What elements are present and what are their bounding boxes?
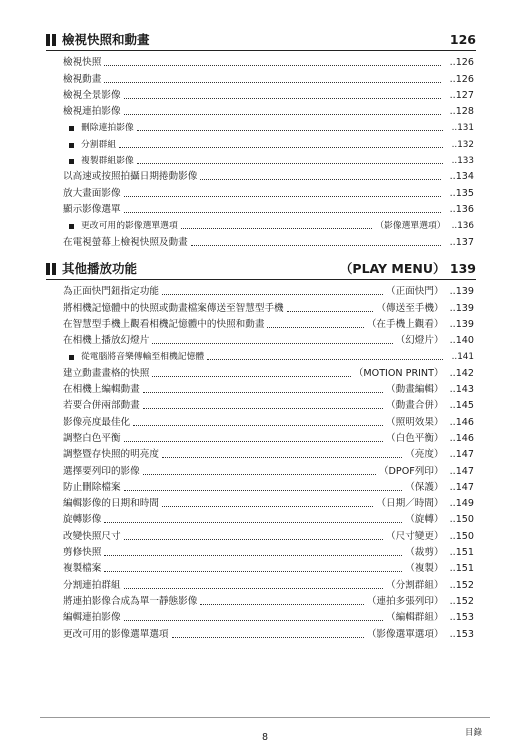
footer-divider (40, 717, 490, 718)
dot-leader (207, 359, 442, 360)
toc-entry-menu-ref: （傳送至手機） (376, 302, 444, 314)
toc-entry-page: .. 152 (450, 580, 474, 592)
toc-list-section2 (63, 282, 474, 641)
toc-entry-page: .. 151 (450, 547, 474, 559)
toc-entry-page: .. 151 (450, 563, 474, 575)
toc-entry[interactable] (63, 200, 474, 216)
dot-leader (124, 588, 383, 589)
toc-entry-menu-ref: （連拍多張列印） (366, 595, 444, 607)
toc-entry[interactable] (63, 526, 474, 542)
dot-leader (181, 228, 372, 229)
section-header-view (46, 32, 476, 51)
dot-leader (162, 506, 373, 507)
toc-entry-menu-ref: （裁剪） (405, 547, 444, 559)
toc-entry-title: 選擇要列印的影像 (63, 465, 140, 477)
toc-entry-page: .. 128 (450, 106, 474, 118)
toc-entry-title: 以高速或按照拍攝日期捲動影像 (63, 171, 198, 183)
toc-entry-page: .. 153 (450, 629, 474, 641)
section-menu-and-page: （PLAY MENU） 139 (339, 261, 476, 276)
square-bullet-icon (69, 143, 74, 148)
toc-entry-title: 更改可用的影像選單選項 (63, 628, 169, 640)
toc-entry-title: 旋轉影像 (63, 514, 102, 526)
toc-entry-menu-ref: （影像選單選項） (366, 628, 444, 640)
toc-entry-page: .. 140 (450, 335, 474, 347)
toc-entry-page: .. 146 (450, 417, 474, 429)
dot-leader (200, 179, 440, 180)
toc-entry-page: .. 135 (450, 188, 474, 200)
toc-entry-menu-ref: （尺寸變更） (386, 530, 444, 542)
toc-entry-page: .. 134 (450, 171, 474, 183)
toc-entry-page: .. 150 (450, 514, 474, 526)
toc-entry-menu-ref: （白色平衡） (386, 432, 444, 444)
toc-entry-title: 將連拍影像合成為單一靜態影像 (63, 595, 198, 607)
toc-entry-title: 防止刪除檔案 (63, 481, 121, 493)
toc-entry[interactable] (63, 53, 474, 69)
toc-entry-menu-ref: （旋轉） (405, 514, 444, 526)
toc-entry-page: .. 146 (450, 433, 474, 445)
square-bullet-icon (69, 159, 74, 164)
toc-entry-title: 檢視連拍影像 (63, 106, 121, 118)
toc-entry[interactable] (63, 445, 474, 461)
toc-entry-menu-ref: （正面快門） (386, 286, 444, 298)
dot-leader (124, 441, 383, 442)
section-page-number: 126 (449, 32, 476, 47)
toc-entry-title: 從電腦將音樂傳輸至相機記憶體 (81, 352, 205, 363)
toc-entry-menu-ref: （照明效果） (386, 416, 444, 428)
toc-entry[interactable] (63, 86, 474, 102)
footer-page-number: 8 (261, 732, 269, 743)
toc-entry-title: 將相機記憶體中的快照或動畫檔案傳送至智慧型手機 (63, 302, 284, 314)
toc-entry-page: .. 126 (450, 57, 474, 69)
toc-entry[interactable] (63, 232, 474, 248)
dot-leader (152, 376, 350, 377)
toc-entry-page: .. 145 (450, 400, 474, 412)
dot-leader (124, 196, 441, 197)
toc-entry-page: .. 133 (452, 155, 474, 167)
toc-entry[interactable] (63, 396, 474, 412)
dot-leader (104, 555, 402, 556)
toc-entry-title: 分割連拍群組 (63, 579, 121, 591)
toc-entry-title: 改變快照尺寸 (63, 530, 121, 542)
square-bullet-icon (69, 224, 74, 229)
toc-entry-title: 剪修快照 (63, 547, 102, 559)
toc-entry-menu-ref: （動畫編輯） (386, 384, 444, 396)
toc-entry[interactable] (63, 167, 474, 183)
toc-entry[interactable] (63, 608, 474, 624)
toc-entry[interactable] (63, 429, 474, 445)
toc-entry[interactable] (63, 510, 474, 526)
toc-entry-menu-ref: （在手機上觀看） (366, 318, 444, 330)
dot-leader (267, 327, 363, 328)
toc-entry[interactable] (63, 331, 474, 347)
toc-entry-title: 更改可用的影像選單選項 (81, 221, 178, 232)
toc-entry-title: 在相機上播放幻燈片 (63, 335, 150, 347)
toc-entry-page: .. 126 (450, 74, 474, 86)
toc-entry[interactable] (63, 183, 474, 199)
toc-entry-title: 檢視全景影像 (63, 89, 121, 101)
toc-entry-page: .. 152 (450, 596, 474, 608)
toc-entry-title: 為正面快門鈕指定功能 (63, 286, 159, 298)
toc-entry[interactable] (63, 69, 474, 85)
toc-entry-title: 調整白色平衡 (63, 432, 121, 444)
toc-entry-menu-ref: （分割群組） (386, 579, 444, 591)
toc-entry[interactable] (63, 380, 474, 396)
toc-entry[interactable] (63, 575, 474, 591)
dot-leader (124, 212, 441, 213)
toc-entry-title: 編輯影像的日期和時間 (63, 498, 159, 510)
toc-entry-title: 顯示影像選單 (63, 203, 121, 215)
toc-entry-title: 複製群組影像 (81, 156, 134, 167)
dot-leader (191, 245, 441, 246)
dot-leader (104, 522, 402, 523)
toc-entry[interactable] (63, 363, 474, 379)
toc-entry-title: 調整暨存快照的明亮度 (63, 449, 159, 461)
toc-entry-title: 放大畫面影像 (63, 187, 121, 199)
toc-entry-title: 刪除連拍影像 (81, 123, 134, 134)
toc-entry-page: .. 147 (450, 466, 474, 478)
dot-leader (104, 571, 402, 572)
toc-entry[interactable] (63, 543, 474, 559)
toc-entry-page: .. 136 (450, 204, 474, 216)
dot-leader (143, 392, 383, 393)
menu-label: PLAY MENU (352, 261, 434, 276)
dot-leader (172, 637, 364, 638)
dot-leader (143, 408, 383, 409)
toc-entry[interactable] (63, 624, 474, 640)
dot-leader (200, 604, 364, 605)
toc-entry-title: 在智慧型手機上觀看相機記憶體中的快照和動畫 (63, 318, 265, 330)
section-marker-icon (46, 263, 56, 275)
footer-toc-link[interactable]: 目錄 (464, 728, 482, 738)
toc-entry-title: 若要合併兩部動畫 (63, 400, 140, 412)
section-title: 其他播放功能 (62, 261, 138, 276)
toc-entry-menu-ref: （日期／時間） (376, 498, 444, 510)
toc-entry-menu-ref: （亮度） (405, 449, 444, 461)
toc-entry[interactable] (63, 347, 474, 363)
toc-entry[interactable] (63, 478, 474, 494)
toc-entry-menu-ref: （編輯群組） (386, 612, 444, 624)
toc-entry-page: .. 147 (450, 449, 474, 461)
toc-entry-menu-ref: （影像選單選項） (375, 221, 446, 232)
toc-entry-page: .. 153 (450, 612, 474, 624)
toc-entry-page: .. 132 (452, 139, 474, 151)
toc-entry-page: .. 141 (452, 351, 474, 363)
toc-entry-page: .. 147 (450, 482, 474, 494)
toc-entry-menu-ref: （幻燈片） (395, 335, 444, 347)
toc-entry-page: .. 139 (450, 303, 474, 315)
toc-entry-page: .. 142 (450, 368, 474, 380)
toc-entry[interactable] (63, 315, 474, 331)
toc-entry-menu-ref: （複製） (405, 563, 444, 575)
toc-entry-title: 建立動畫畫格的快照 (63, 367, 150, 379)
square-bullet-icon (69, 126, 74, 131)
toc-entry[interactable] (63, 412, 474, 428)
toc-entry[interactable] (63, 592, 474, 608)
toc-entry[interactable] (63, 118, 474, 134)
toc-entry[interactable] (63, 559, 474, 575)
toc-entry-title: 複製檔案 (63, 563, 102, 575)
toc-entry-page: .. 131 (452, 122, 474, 134)
toc-entry-menu-ref: （保護） (405, 481, 444, 493)
toc-entry-title: 在電視螢幕上檢視快照及動畫 (63, 236, 188, 248)
dot-leader (137, 130, 443, 131)
toc-entry[interactable] (63, 282, 474, 298)
toc-entry-page: .. 127 (450, 90, 474, 102)
toc-entry-page: .. 143 (450, 384, 474, 396)
toc-entry-page: .. 139 (450, 286, 474, 298)
dot-leader (287, 311, 374, 312)
dot-leader (119, 147, 442, 148)
dot-leader (143, 474, 376, 475)
section-title: 檢視快照和動畫 (62, 32, 150, 47)
dot-leader (152, 343, 392, 344)
toc-entry-menu-ref: （動畫合併） (386, 400, 444, 412)
toc-entry-menu-ref: （DPOF列印） (378, 465, 444, 477)
toc-list-section1 (63, 53, 474, 249)
toc-entry-page: .. 136 (452, 220, 474, 232)
dot-leader (124, 620, 383, 621)
toc-entry-page: .. 139 (450, 319, 474, 331)
dot-leader (124, 490, 403, 491)
dot-leader (124, 98, 441, 99)
section-header-play-menu (46, 261, 476, 280)
toc-entry-page: .. 137 (450, 237, 474, 249)
dot-leader (162, 457, 402, 458)
toc-entry-page: .. 150 (450, 531, 474, 543)
toc-entry[interactable] (63, 461, 474, 477)
dot-leader (162, 294, 383, 295)
dot-leader (137, 163, 443, 164)
toc-entry-title: 在相機上編輯動畫 (63, 384, 140, 396)
dot-leader (124, 539, 383, 540)
toc-entry[interactable] (63, 134, 474, 150)
toc-entry-page: .. 149 (450, 498, 474, 510)
section-marker-icon (46, 34, 56, 46)
toc-entry[interactable] (63, 216, 474, 232)
toc-entry[interactable] (63, 298, 474, 314)
dot-leader (104, 82, 440, 83)
toc-entry-menu-ref: （MOTION PRINT） (353, 367, 444, 379)
dot-leader (124, 114, 441, 115)
square-bullet-icon (69, 355, 74, 360)
section-page-number: 139 (449, 261, 476, 276)
toc-entry-title: 影像亮度最佳化 (63, 416, 131, 428)
toc-entry-title: 分割群組 (81, 139, 117, 150)
toc-entry[interactable] (63, 494, 474, 510)
dot-leader (104, 65, 440, 66)
toc-entry-title: 檢視動畫 (63, 73, 102, 85)
dot-leader (133, 425, 383, 426)
toc-entry-title: 編輯連拍影像 (63, 612, 121, 624)
toc-entry[interactable] (63, 102, 474, 118)
toc-entry[interactable] (63, 151, 474, 167)
toc-entry-title: 檢視快照 (63, 57, 102, 69)
